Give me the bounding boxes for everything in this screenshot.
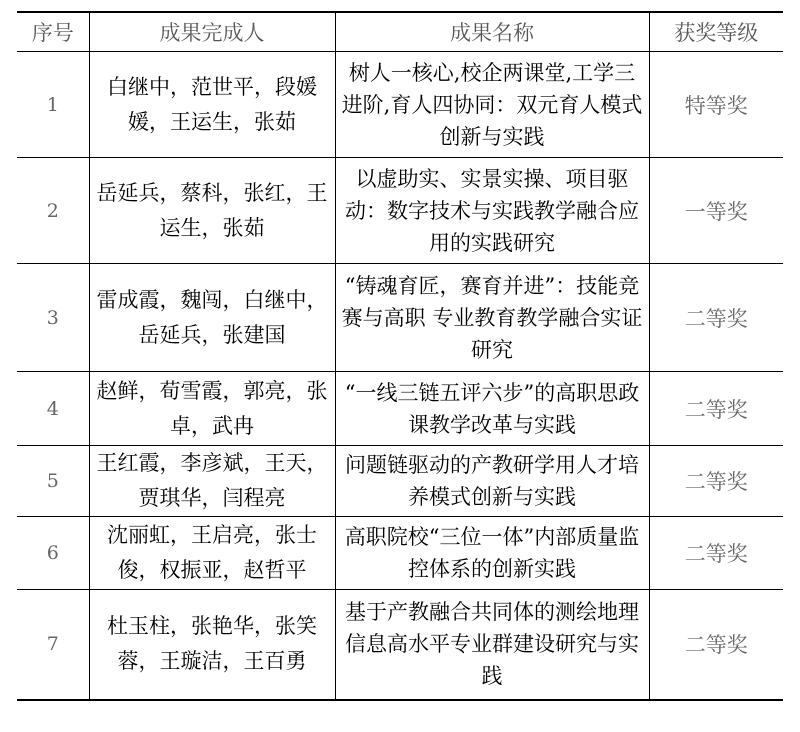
row-title: 问题链驱动的产教研学用人才培养模式创新与实践 xyxy=(335,446,649,517)
row-title: 树人一核心,校企两课堂,工学三进阶,育人四协同：双元育人模式创新与实践 xyxy=(335,52,649,158)
table-row xyxy=(17,590,783,700)
row-members: 雷成霞，魏闯，白继中，岳延兵，张建国 xyxy=(89,264,335,372)
row-index: 5 xyxy=(17,446,89,517)
row-index: 3 xyxy=(17,264,89,372)
row-level: 二等奖 xyxy=(649,517,783,590)
row-level: 特等奖 xyxy=(649,52,783,158)
header-index: 序号 xyxy=(17,12,89,52)
table-row xyxy=(17,158,783,264)
header-level: 获奖等级 xyxy=(649,12,783,52)
row-index: 4 xyxy=(17,372,89,446)
table-row xyxy=(17,517,783,590)
row-members: 岳延兵，蔡科，张红，王运生，张茹 xyxy=(89,158,335,264)
row-members: 白继中，范世平，段媛媛，王运生，张茹 xyxy=(89,52,335,158)
row-title: 高职院校“三位一体”内部质量监控体系的创新实践 xyxy=(335,517,649,590)
row-title: 基于产教融合共同体的测绘地理信息高水平专业群建设研究与实践 xyxy=(335,590,649,700)
table-row xyxy=(17,446,783,517)
row-level: 二等奖 xyxy=(649,590,783,700)
row-index: 7 xyxy=(17,590,89,700)
row-level: 二等奖 xyxy=(649,372,783,446)
header-members: 成果完成人 xyxy=(89,12,335,52)
table-row xyxy=(17,52,783,158)
row-index: 1 xyxy=(17,52,89,158)
row-index: 2 xyxy=(17,158,89,264)
row-title: “铸魂育匠，赛育并进”：技能竞赛与高职 专业教育教学融合实证研究 xyxy=(335,264,649,372)
row-members: 王红霞，李彦斌，王天，贾琪华，闫程亮 xyxy=(89,446,335,517)
row-members: 杜玉柱，张艳华，张笑蓉，王璇洁，王百勇 xyxy=(89,590,335,700)
table-row xyxy=(17,372,783,446)
row-members: 赵鲜，荀雪霞，郭亮，张卓，武冉 xyxy=(89,372,335,446)
header-title: 成果名称 xyxy=(335,12,649,52)
table-row xyxy=(17,264,783,372)
row-level: 一等奖 xyxy=(649,158,783,264)
awards-table xyxy=(17,11,783,701)
row-level: 二等奖 xyxy=(649,446,783,517)
row-index: 6 xyxy=(17,517,89,590)
row-members: 沈丽虹，王启亮，张士俊，权振亚，赵哲平 xyxy=(89,517,335,590)
row-level: 二等奖 xyxy=(649,264,783,372)
row-title: 以虚助实、实景实操、项目驱动：数字技术与实践教学融合应用的实践研究 xyxy=(335,158,649,264)
table-header-row xyxy=(17,12,783,52)
row-title: “一线三链五评六步”的高职思政课教学改革与实践 xyxy=(335,372,649,446)
